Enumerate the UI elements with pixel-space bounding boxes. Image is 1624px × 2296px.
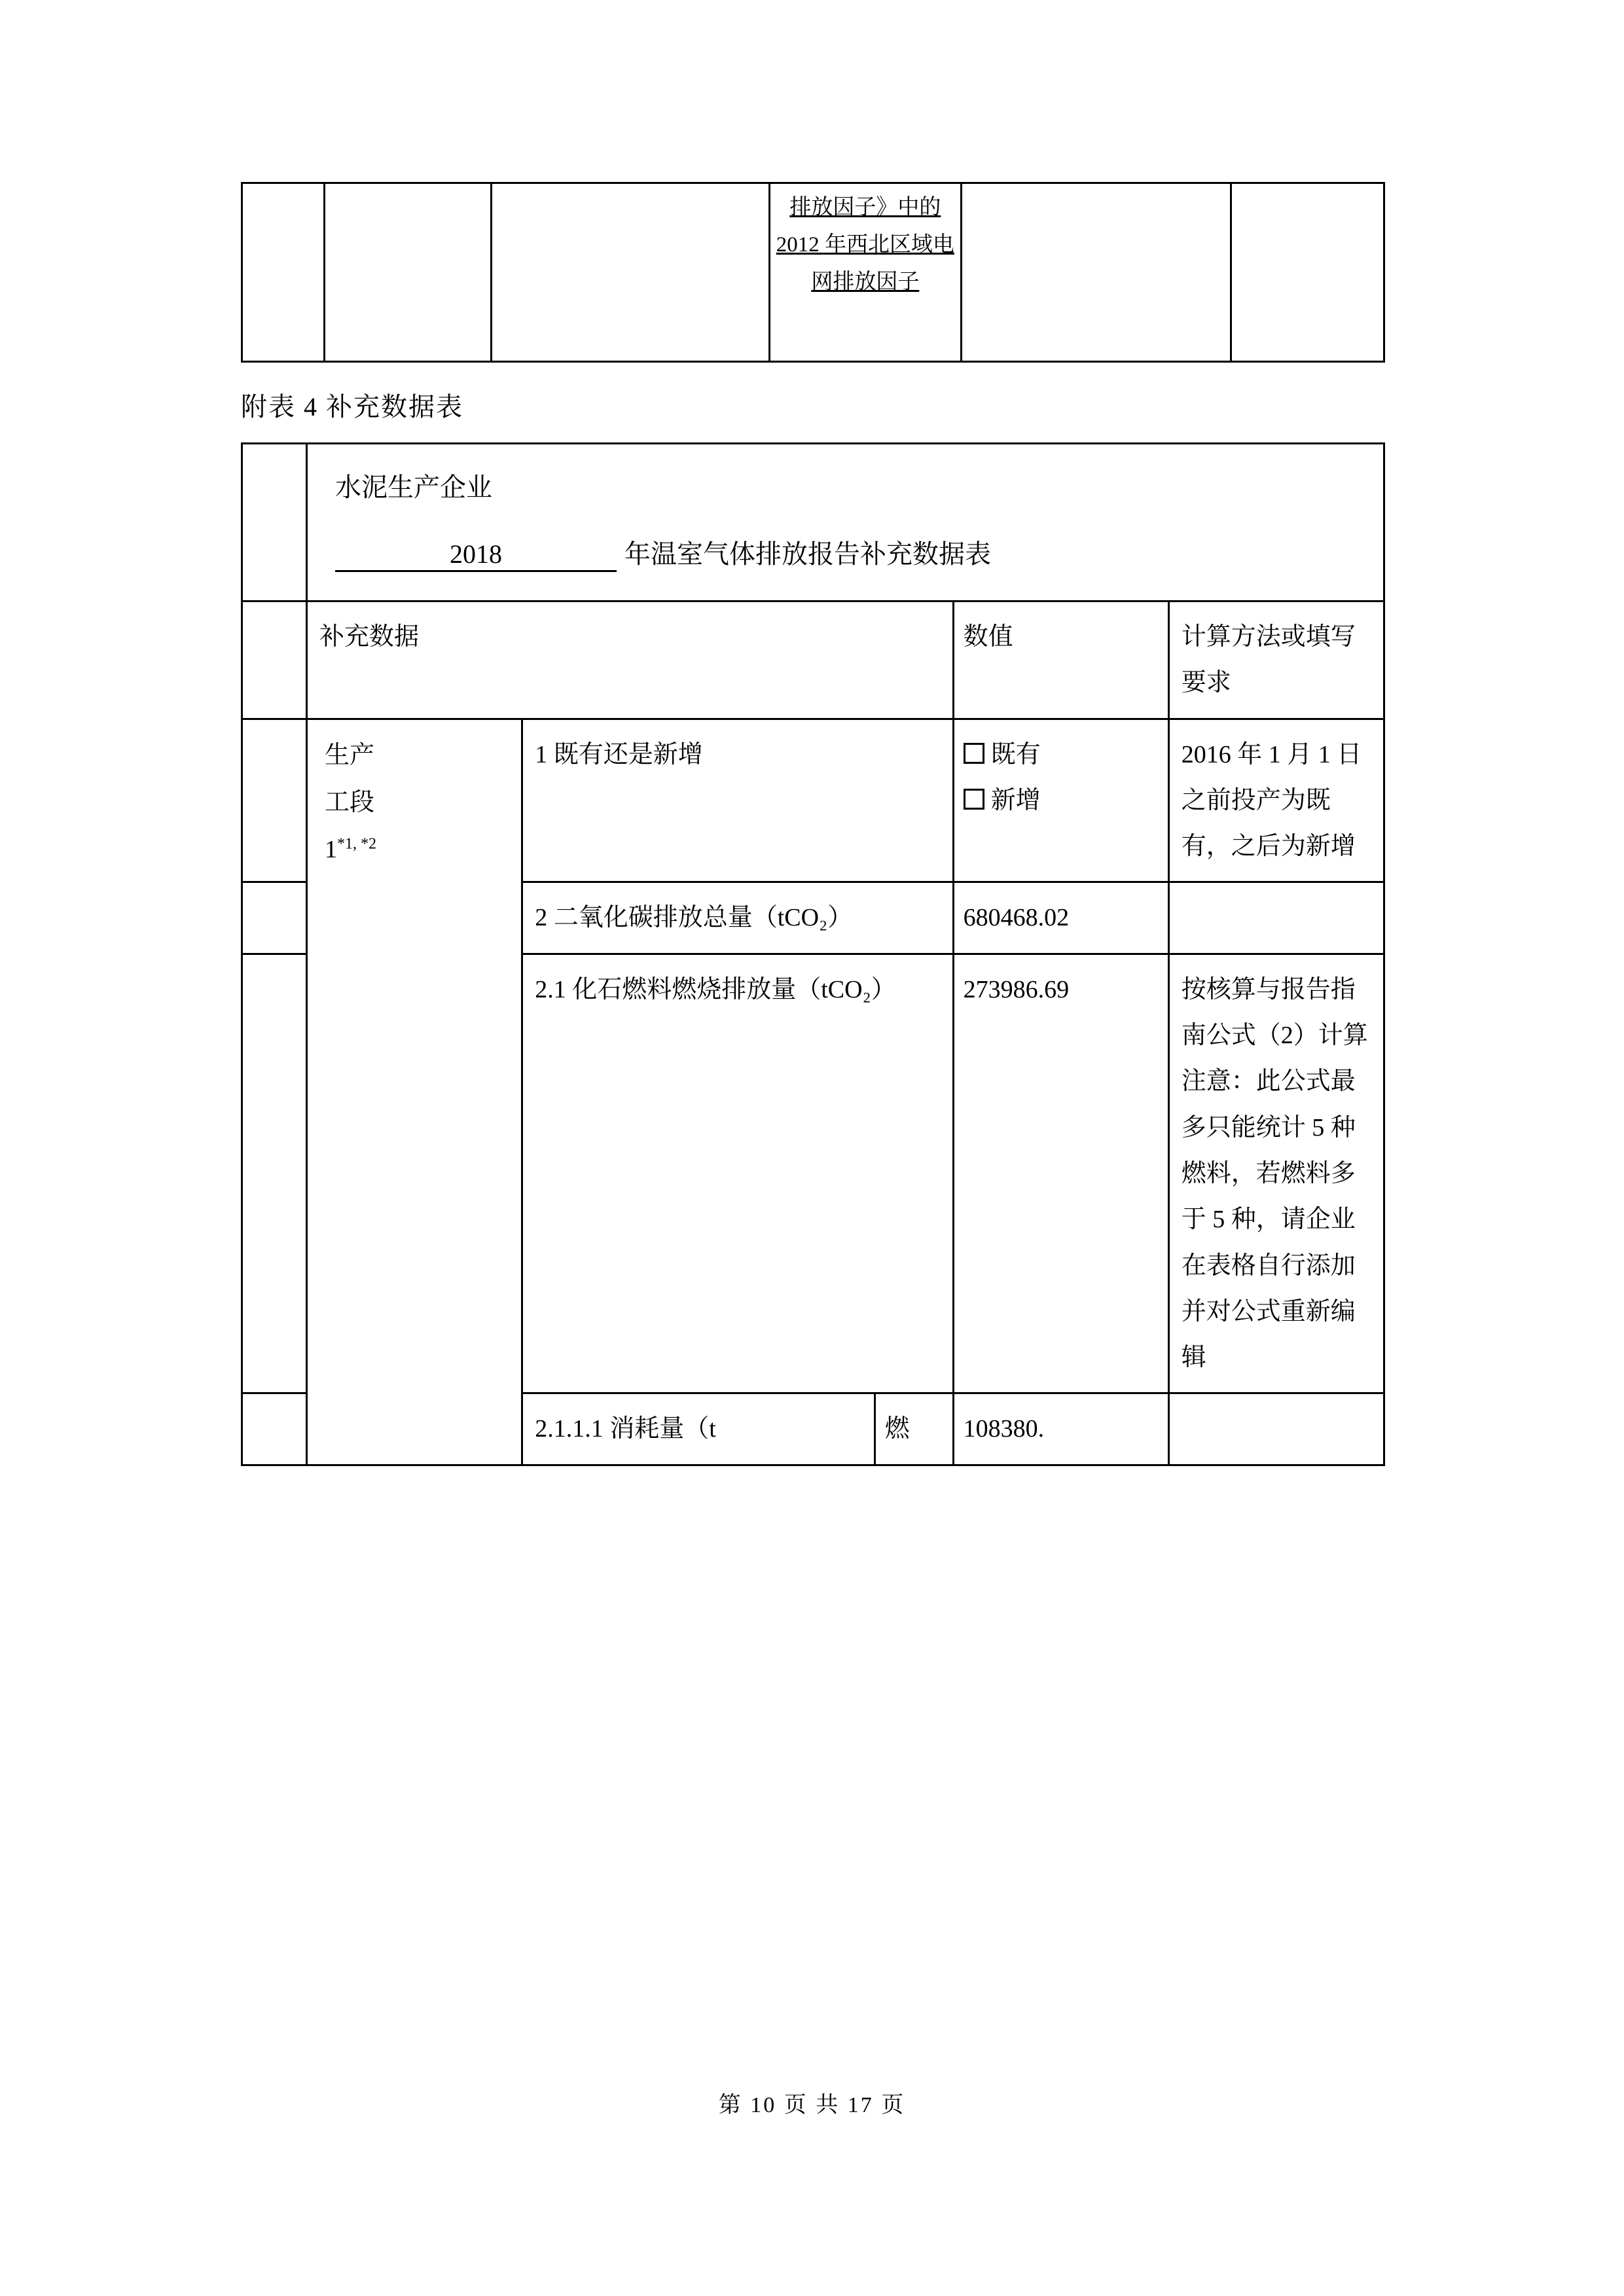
segment-label-line2: 工段 <box>325 788 375 816</box>
segment-label-line3: $1^{*1, *2}$ <box>325 835 376 863</box>
segment-label-footnote: *1, *2 <box>337 835 376 853</box>
row2-value-text[interactable]: 680468.02 <box>963 904 1070 932</box>
row3-gutter <box>242 954 307 1393</box>
segment-label-cell <box>307 719 522 1465</box>
row3-value-text[interactable]: 273986.69 <box>963 975 1070 1003</box>
page-footer: 第 10 页 共 17 页 <box>718 2093 906 2117</box>
row2-item <box>522 882 953 954</box>
row4-item-label: 2.1.1.1 消耗量（t <box>535 1415 716 1443</box>
row2-method-text <box>1170 883 1383 906</box>
row1-item <box>522 719 953 882</box>
row4-item <box>522 1393 953 1465</box>
header-item <box>307 601 954 719</box>
checkbox-icon[interactable] <box>964 789 984 810</box>
row2-method <box>1168 882 1384 954</box>
checkbox-icon[interactable] <box>964 743 984 764</box>
row2-gutter <box>242 882 307 954</box>
table-row-title <box>242 444 1384 601</box>
header-value-label: 数值 <box>963 623 1013 651</box>
continued-cell-5 <box>961 183 1231 362</box>
table-row-existing-or-new <box>242 719 1384 882</box>
checkbox-existing-label: 既有 <box>990 740 1041 768</box>
checkbox-existing[interactable] <box>964 732 1161 778</box>
row4-value-text[interactable]: 108380. <box>963 1415 1045 1443</box>
report-title-suffix: 年温室气体排放报告补充数据表 <box>624 539 991 569</box>
row1-value-options <box>954 720 1168 836</box>
row3-item <box>522 954 953 1393</box>
supplementary-data-table <box>241 442 1385 1466</box>
header-value <box>953 601 1168 719</box>
continued-cell-6 <box>1231 183 1384 362</box>
row2-value <box>953 882 1168 954</box>
checkbox-new-label: 新增 <box>990 786 1041 814</box>
row3-method-text: 按核算与报告指南公式（2）计算注意：此公式最多只能统计 5 种燃料，若燃料多于 5 种，请企业在表格自行添加并对公式重新编辑 <box>1181 975 1368 1372</box>
row4-method <box>1168 1393 1384 1465</box>
row1-method <box>1168 719 1384 882</box>
row4-split <box>523 1394 952 1463</box>
row4-item-fuel-label: 燃 <box>874 1394 952 1463</box>
report-year-line <box>335 528 1371 581</box>
segment-label <box>308 720 521 874</box>
continued-cell-emission-factor-text: 排放因子》中的 2012 年西北区域电网排放因子 <box>776 196 954 294</box>
header-row-gutter <box>242 601 307 719</box>
continued-cell-emission-factor <box>770 183 962 362</box>
continued-cell-2 <box>325 183 491 362</box>
segment-label-line1: 生产 <box>325 741 375 769</box>
row1-item-label: 1 既有还是新增 <box>535 740 703 768</box>
table-row-header <box>242 601 1384 719</box>
table-caption: 附表 4 补充数据表 <box>241 392 463 422</box>
table-row <box>242 183 1384 362</box>
continued-table <box>241 182 1385 363</box>
row1-gutter <box>242 719 307 882</box>
row2-item-label: 2 二氧化碳排放总量（tCO₂） <box>535 904 853 932</box>
row4-method-text <box>1170 1394 1383 1418</box>
report-year-value[interactable]: 2018 <box>335 539 617 572</box>
row1-value <box>953 719 1168 882</box>
continued-cell-3 <box>491 183 769 362</box>
checkbox-new[interactable] <box>964 778 1161 823</box>
header-method-label: 计算方法或填写要求 <box>1181 623 1356 697</box>
enterprise-type-label: 水泥生产企业 <box>335 473 492 502</box>
row3-item-label: 2.1 化石燃料燃烧排放量（tCO₂） <box>535 975 896 1003</box>
row3-method <box>1168 954 1384 1393</box>
row4-value <box>953 1393 1168 1465</box>
row4-gutter <box>242 1393 307 1465</box>
row1-method-text: 2016 年 1 月 1 日之前投产为既有，之后为新增 <box>1181 740 1362 861</box>
row3-value <box>953 954 1168 1393</box>
header-method <box>1168 601 1384 719</box>
title-row-gutter <box>242 444 307 601</box>
table-title-block <box>308 444 1383 600</box>
continued-cell-1 <box>242 183 325 362</box>
header-item-label: 补充数据 <box>319 623 420 651</box>
table-title-cell <box>307 444 1384 601</box>
